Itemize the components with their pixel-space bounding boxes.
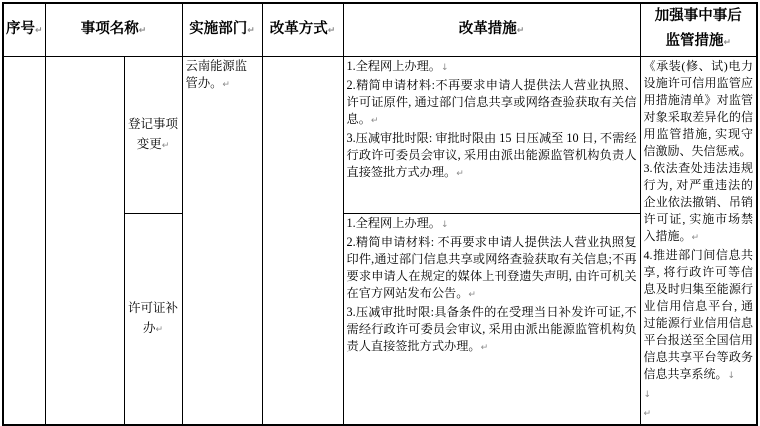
- header-serial-no: 序号↵: [3, 3, 45, 57]
- paragraph: ↵: [643, 409, 652, 419]
- cell-measures-license-reissue: [343, 214, 640, 425]
- header-reform-measures: 改革措施↵: [343, 3, 640, 57]
- cell-reform-method: [262, 57, 343, 426]
- paragraph: 3.压减审批时限:具备条件的在受理当日补发许可证,不需经行政许可委员会审议, 采用由派出能源监管机构负责人直接签批方式办理。↵: [346, 305, 637, 354]
- header-supervision-measures: [640, 3, 757, 57]
- table-row-registration-change: [3, 57, 757, 214]
- header-reform-method: 改革方式↵: [262, 3, 343, 57]
- cell-supervision-measures: [640, 57, 757, 426]
- cell-measures-registration-change: [343, 57, 640, 214]
- paragraph: 《承装(修、试)电力设施许可信用监管应用措施清单》对监管对象采取差异化的信用监管措施, 实现守信激励、失信惩戒。: [643, 59, 754, 158]
- cell-item-registration-change: 登记事项变更↵: [124, 57, 182, 214]
- paragraph: 2.精简申请材料: 不再要求申请人提供法人营业执照复印件,通过部门信息共享或网络查验获取有关信息;不再要求申请人在规定的媒体上刊登遗失声明, 由许可机关在官方网站发布公告。↵: [346, 235, 637, 301]
- paragraph: 2.精简申请材料:不再要求申请人提供法人营业执照、许可证原件, 通过部门信息共享或网络查验获取有关信息。↵: [346, 78, 637, 126]
- header-supervision-line1: 加强事中事后: [654, 8, 742, 24]
- paragraph: 1.全程网上办理。↓: [346, 216, 449, 231]
- reform-measures-table: [2, 2, 758, 426]
- paragraph: 4.推进部门间信息共享, 将行政许可等信息及时归集至能源行业信用信息平台, 通过能源行业信用信息平台报送至全国信用信息共享平台等政务信息共享系统。↓: [643, 248, 754, 381]
- table-header-row: [3, 3, 757, 57]
- cell-department: 云南能源监管办。↵: [182, 57, 262, 426]
- paragraph: 3.依法查处违法违规行为, 对严重违法的企业依法撤销、吊销许可证, 实施市场禁入措施。↵: [643, 161, 754, 243]
- header-supervision-line2: 监管措施↵: [665, 33, 732, 49]
- paragraph: 3.压减审批时限: 审批时限由 15 日压减至 10 日, 不需经行政许可委员会审议, 采用由派出能源监管机构负责人直接签批方式办理。↵: [346, 131, 637, 179]
- header-item-name: 事项名称↵: [45, 3, 182, 57]
- cell-item-group: [45, 57, 124, 426]
- cell-serial-no: [3, 57, 45, 426]
- cell-item-license-reissue: 许可证补办↵: [124, 214, 182, 425]
- paragraph: ↓: [643, 390, 652, 400]
- paragraph: 1.全程网上办理。↓: [346, 59, 449, 73]
- header-department: 实施部门↵: [182, 3, 262, 57]
